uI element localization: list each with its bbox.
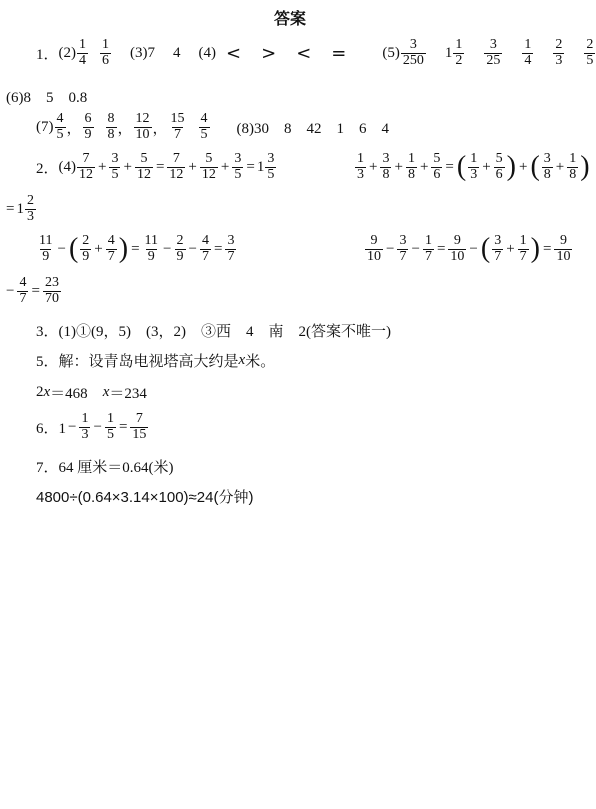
numerator: 3: [409, 37, 417, 52]
denominator: 3: [26, 208, 34, 224]
denominator: 8: [382, 166, 390, 182]
left-paren: (: [530, 151, 540, 183]
numerator: 5: [140, 151, 148, 166]
variable-x: x: [102, 384, 110, 400]
mixed-number: 1 $\frac{2}{3}$: [16, 193, 34, 224]
denominator: 7: [227, 248, 235, 264]
numerator: 7: [135, 411, 143, 426]
fraction: [567, 152, 578, 182]
denominator: 3: [357, 166, 364, 182]
q7-calculation: 4800÷(0.64×3.14×100)≈24(分钟): [36, 489, 254, 506]
q5-text: 5．解：设青岛电视塔高大约是: [36, 354, 239, 370]
denominator: 5: [234, 166, 242, 182]
q7-line2: [36, 486, 253, 507]
comma: ，: [117, 120, 133, 137]
fraction: [584, 38, 595, 68]
left-paren: (: [68, 233, 79, 265]
q1-part4-label: (4): [198, 44, 217, 61]
equals-sign: =: [155, 158, 165, 175]
denominator: 4: [79, 52, 87, 68]
q1-part6: (6)8 5 0.8: [6, 90, 88, 106]
fraction: [143, 234, 160, 264]
right-paren: ): [506, 151, 516, 183]
denominator: 5: [111, 166, 119, 182]
fraction: [542, 152, 553, 182]
denominator: 12: [201, 166, 216, 182]
minus-sign: −: [93, 418, 102, 435]
numerator: 1: [81, 411, 89, 426]
page-title: 答案: [273, 9, 306, 28]
minus-sign: −: [68, 418, 77, 435]
denominator: 3: [470, 166, 478, 182]
plus-sign: +: [369, 158, 378, 175]
fraction: [553, 38, 564, 68]
q6-line: [36, 412, 149, 442]
numerator: 2: [82, 233, 90, 248]
denominator: 4: [524, 52, 532, 68]
numerator: 1: [455, 37, 463, 52]
numerator: 7: [82, 151, 90, 166]
numerator: 1: [524, 37, 532, 52]
minus-sign: −: [6, 282, 15, 299]
q2-line3-right: [364, 234, 573, 264]
numerator: 5: [433, 151, 441, 166]
denominator: 7: [19, 290, 27, 306]
minus-sign: −: [386, 240, 395, 257]
numerator: 11: [144, 233, 159, 248]
q1-part2-label: (2): [58, 44, 77, 61]
fraction: [554, 234, 572, 264]
denominator: 6: [102, 52, 110, 68]
numerator: 7: [172, 151, 180, 166]
equals-sign: =: [436, 240, 446, 257]
numerator: 1: [407, 151, 415, 166]
q5-text: 米。: [245, 354, 276, 370]
right-paren: ): [118, 233, 129, 265]
fraction: [225, 234, 236, 264]
numerator: 23: [44, 275, 59, 290]
denominator: 7: [399, 248, 407, 264]
fraction: [79, 412, 90, 442]
fraction: [105, 412, 116, 442]
denominator: 5: [200, 126, 208, 142]
denominator: 10: [556, 248, 571, 264]
numerator: 2: [176, 233, 184, 248]
numerator: 9: [370, 233, 378, 248]
comparison-symbol: =: [331, 42, 347, 64]
fraction: [77, 38, 88, 68]
fraction: [43, 276, 61, 306]
q2-line2: [4, 194, 37, 224]
plus-sign: +: [94, 240, 103, 257]
fraction: [80, 234, 91, 264]
equals-sign: =: [213, 240, 223, 257]
numerator: 8: [107, 111, 115, 126]
q2-line4: [4, 276, 62, 306]
numerator: 11: [39, 233, 53, 248]
q5-equation: ＝468: [50, 386, 103, 402]
q5-equation: 2: [36, 384, 44, 400]
fraction: [232, 152, 243, 182]
q1-part8: (8)30 8 42 1 6 4: [236, 120, 390, 137]
comparison-symbol: >: [261, 42, 277, 64]
numerator: 5: [205, 151, 213, 166]
fraction: [492, 234, 503, 264]
q1-part3-answer: 4: [173, 44, 181, 61]
q1-part7-label: (7): [36, 118, 54, 135]
fraction: [130, 412, 148, 442]
fraction: [77, 152, 95, 182]
denominator: 5: [586, 52, 594, 68]
numerator: 6: [84, 111, 92, 126]
denominator: 7: [201, 248, 209, 264]
comparison-symbol: <: [296, 42, 312, 64]
fraction: [55, 112, 66, 142]
plus-sign: +: [419, 158, 429, 175]
plus-sign: +: [123, 158, 132, 175]
mixed-number: 1 $\frac{1}{2}$: [444, 37, 463, 68]
right-paren: ): [530, 233, 540, 265]
denominator: 25: [486, 52, 501, 68]
numerator: 4: [201, 233, 209, 248]
q2-line1-left: [36, 152, 277, 182]
numerator: 2: [555, 37, 563, 52]
q2-part4-label: (4): [58, 158, 77, 175]
numerator: 4: [107, 233, 115, 248]
numerator: 3: [494, 233, 502, 248]
equals-sign: =: [543, 240, 552, 257]
plus-sign: +: [506, 240, 515, 257]
q2-line3-left: [36, 234, 237, 264]
comma: ，: [66, 120, 82, 137]
q1-part3-answer: 7: [147, 44, 156, 61]
denominator: 2: [455, 52, 463, 68]
equals-sign: =: [445, 158, 454, 175]
q1-line3: [36, 112, 389, 142]
minus-sign: −: [163, 240, 172, 257]
denominator: 9: [176, 248, 184, 264]
numerator: 1: [424, 233, 432, 248]
denominator: 7: [107, 248, 115, 264]
fraction: [175, 234, 186, 264]
numerator: 1: [79, 37, 87, 52]
fraction: [109, 152, 120, 182]
denominator: 5: [106, 426, 114, 442]
numerator: 3: [234, 151, 242, 166]
fraction: [484, 38, 502, 68]
minus-sign: −: [469, 240, 478, 257]
fraction: [37, 234, 54, 264]
plus-sign: +: [188, 158, 197, 175]
fraction: [199, 112, 210, 142]
numerator: 4: [19, 275, 27, 290]
left-paren: (: [480, 233, 491, 265]
denominator: 12: [136, 166, 151, 182]
fraction: [518, 234, 529, 264]
fraction: [401, 38, 426, 68]
denominator: 9: [84, 126, 92, 142]
equals-sign: =: [131, 240, 140, 257]
q7-text: 7．64 厘米＝0.64(米): [36, 460, 174, 476]
plus-sign: +: [220, 158, 230, 175]
q1-part3-label: (3): [130, 44, 148, 61]
denominator: 9: [82, 248, 90, 264]
numerator: 1: [102, 37, 110, 52]
fraction: [355, 152, 366, 182]
fraction: [406, 152, 417, 182]
denominator: 7: [494, 248, 502, 264]
fraction: [380, 152, 391, 182]
denominator: 3: [81, 426, 89, 442]
numerator: 1: [357, 151, 364, 166]
denominator: 7: [174, 126, 182, 142]
denominator: 10: [450, 248, 465, 264]
q2-number: 2．: [36, 160, 59, 177]
q5-line2: [36, 382, 147, 403]
denominator: 6: [433, 166, 441, 182]
plus-sign: +: [519, 158, 528, 175]
numerator: 3: [227, 233, 235, 248]
fraction: [431, 152, 442, 182]
q5-equation: ＝234: [109, 386, 147, 402]
fraction: [468, 152, 479, 182]
minus-sign: −: [411, 240, 420, 257]
plus-sign: +: [482, 158, 491, 175]
denominator: 9: [42, 248, 50, 264]
q1-line1: [36, 38, 596, 68]
fraction: [397, 234, 408, 264]
equals-sign: =: [31, 282, 40, 299]
denominator: 5: [267, 166, 275, 182]
q1-number: 1．: [36, 46, 59, 63]
fraction: [365, 234, 383, 264]
plus-sign: +: [555, 158, 565, 175]
q3-answer: 3．(1)①(9，5) (3，2) ③西 4 南 2(答案不唯一): [36, 324, 391, 340]
numerator: 5: [495, 151, 503, 166]
denominator: 8: [543, 166, 551, 182]
q5-line1: [36, 350, 275, 371]
numerator: 1: [106, 411, 114, 426]
mixed-number: 1 $\frac{3}{5}$: [256, 151, 275, 182]
numerator: 3: [489, 37, 497, 52]
comparison-symbol: <: [226, 42, 242, 64]
equals-sign: =: [6, 200, 15, 217]
denominator: 5: [56, 126, 64, 142]
q1-line2: [6, 86, 87, 107]
minus-sign: −: [188, 240, 197, 257]
numerator: 1: [519, 233, 527, 248]
denominator: 6: [495, 166, 503, 182]
denominator: 10: [367, 248, 381, 264]
fraction: [423, 234, 434, 264]
q2-line1-right: [354, 152, 591, 182]
fraction: [106, 112, 117, 142]
denominator: 12: [79, 166, 94, 182]
denominator: 8: [407, 166, 415, 182]
denominator: 15: [132, 426, 147, 442]
denominator: 7: [424, 248, 432, 264]
fraction: [169, 112, 187, 142]
variable-x: x: [43, 384, 51, 400]
plus-sign: +: [98, 158, 107, 175]
right-paren: ): [580, 151, 590, 183]
numerator: 3: [111, 151, 119, 166]
numerator: 3: [382, 151, 390, 166]
equals-sign: =: [246, 158, 255, 175]
minus-sign: −: [57, 240, 66, 257]
denominator: 3: [555, 52, 563, 68]
numerator: 2: [26, 193, 34, 208]
denominator: 250: [402, 52, 424, 68]
numerator: 9: [559, 233, 567, 248]
denominator: 8: [107, 126, 115, 142]
numerator: 3: [543, 151, 551, 166]
denominator: 9: [147, 248, 155, 264]
fraction: [522, 38, 533, 68]
numerator: 3: [399, 233, 407, 248]
q6-number: 6．1: [36, 420, 67, 437]
denominator: 7: [519, 248, 527, 264]
plus-sign: +: [394, 158, 403, 175]
q1-part5-label: (5): [382, 44, 400, 61]
fraction: [83, 112, 94, 142]
denominator: 8: [569, 166, 577, 182]
fraction: [494, 152, 505, 182]
fraction: [134, 112, 152, 142]
numerator: 2: [586, 37, 594, 52]
numerator: 15: [170, 111, 185, 126]
fraction: [448, 234, 466, 264]
equals-sign: =: [118, 418, 128, 435]
q3-line: [36, 320, 391, 341]
comma: ，: [152, 120, 168, 137]
variable-x: x: [238, 352, 246, 368]
numerator: 12: [135, 111, 150, 126]
numerator: 1: [470, 151, 478, 166]
denominator: 70: [44, 290, 59, 306]
denominator: 12: [169, 166, 184, 182]
numerator: 4: [200, 111, 208, 126]
fraction: [200, 234, 211, 264]
fraction: [100, 38, 111, 68]
numerator: 3: [267, 151, 275, 166]
left-paren: (: [456, 151, 467, 183]
fraction: [135, 152, 153, 182]
denominator: 10: [135, 126, 150, 142]
fraction: [106, 234, 117, 264]
fraction: [200, 152, 218, 182]
numerator: 1: [569, 151, 577, 166]
fraction: [17, 276, 28, 306]
numerator: 9: [453, 233, 461, 248]
numerator: 4: [56, 111, 64, 126]
q7-line1: [36, 456, 174, 477]
fraction: [167, 152, 185, 182]
